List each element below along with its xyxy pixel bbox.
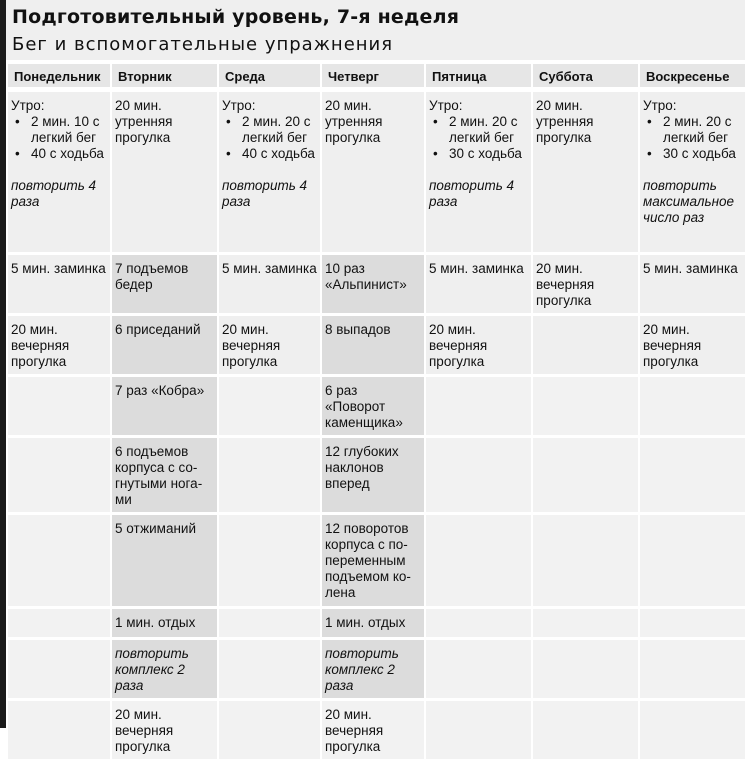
cell-thu-r2: 10 раз «Альпинист» <box>320 252 424 313</box>
cell-wed-r2: 5 мин. заминка <box>217 252 320 313</box>
cell-mon-morning <box>6 89 110 252</box>
cell-sat-r9 <box>531 698 638 759</box>
list-item: • 2 мин. 20 с легкий бег <box>222 114 317 146</box>
schedule-table <box>6 64 745 759</box>
cell-wed-r6 <box>217 512 320 606</box>
day-header-fri: Пятница <box>424 64 531 89</box>
table-row <box>6 89 745 252</box>
cell-fri-r2: 5 мин. заминка <box>424 252 531 313</box>
cell-thu-r3: 8 выпадов <box>320 313 424 374</box>
table-row <box>6 252 745 313</box>
cell-lead: Утро: <box>429 98 463 113</box>
cell-mon-r8 <box>6 637 110 698</box>
cell-fri-r4 <box>424 374 531 435</box>
list-item: • 30 с ходьба <box>429 146 528 162</box>
repeat-note: повторить 4 раза <box>11 178 97 209</box>
list-item: • 40 с ходьба <box>11 146 107 162</box>
cell-lead: Утро: <box>643 98 677 113</box>
cell-tue-r2: 7 подъемов бедер <box>110 252 217 313</box>
cell-tue-morning: 20 мин. утренняя прогулка <box>110 89 217 252</box>
cell-mon-r6 <box>6 512 110 606</box>
cell-sat-r7 <box>531 606 638 637</box>
cell-lead: Утро: <box>222 98 256 113</box>
cell-thu-r5: 12 глубоких наклонов вперед <box>320 435 424 512</box>
table-row <box>6 512 745 606</box>
cell-tue-r5: 6 подъемов корпуса с со- гнутыми нога- ми <box>110 435 217 512</box>
day-header-sat: Суббота <box>531 64 638 89</box>
cell-mon-r3: 20 мин. вечерняя прогулка <box>6 313 110 374</box>
cell-tue-r9: 20 мин. вечерняя прогулка <box>110 698 217 759</box>
cell-sun-r3: 20 мин. вечерняя прогулка <box>638 313 745 374</box>
cell-fri-r8 <box>424 637 531 698</box>
cell-sat-r8 <box>531 637 638 698</box>
cell-mon-r9 <box>6 698 110 759</box>
cell-sat-r6 <box>531 512 638 606</box>
cell-sat-r4 <box>531 374 638 435</box>
cell-sun-r8 <box>638 637 745 698</box>
interval-list <box>643 114 742 162</box>
cell-thu-r8: повторить комплекс 2 раза <box>320 637 424 698</box>
interval-list <box>11 114 107 162</box>
cell-sun-r7 <box>638 606 745 637</box>
cell-wed-r8 <box>217 637 320 698</box>
interval-list <box>429 114 528 162</box>
cell-sat-morning: 20 мин. утренняя прогулка <box>531 89 638 252</box>
cell-fri-r6 <box>424 512 531 606</box>
cell-wed-r3: 20 мин. вечерняя прогулка <box>217 313 320 374</box>
cell-wed-r4 <box>217 374 320 435</box>
cell-sat-r2: 20 мин. вечерняя прогулка <box>531 252 638 313</box>
interval-list <box>222 114 317 162</box>
cell-sun-r6 <box>638 512 745 606</box>
repeat-note: повторить 4 раза <box>429 178 515 209</box>
cell-thu-r7: 1 мин. отдых <box>320 606 424 637</box>
cell-wed-r9 <box>217 698 320 759</box>
table-row <box>6 698 745 759</box>
cell-mon-r7 <box>6 606 110 637</box>
cell-thu-r6: 12 поворотов корпуса с по- переменным подъемом ко- лена <box>320 512 424 606</box>
table-row <box>6 313 745 374</box>
cell-mon-r5 <box>6 435 110 512</box>
cell-tue-r3: 6 приседаний <box>110 313 217 374</box>
repeat-note: повторить максимальное число раз <box>643 178 735 225</box>
cell-thu-morning: 20 мин. утренняя прогулка <box>320 89 424 252</box>
cell-tue-r7: 1 мин. отдых <box>110 606 217 637</box>
cell-thu-r9: 20 мин. вечерняя прогулка <box>320 698 424 759</box>
day-header-mon: Понедельник <box>6 64 110 89</box>
cell-tue-r4: 7 раз «Кобра» <box>110 374 217 435</box>
cell-fri-r9 <box>424 698 531 759</box>
day-header-row <box>6 64 745 89</box>
cell-sun-r9 <box>638 698 745 759</box>
cell-sun-r5 <box>638 435 745 512</box>
cell-sat-r3 <box>531 313 638 374</box>
list-item: • 40 с ходьба <box>222 146 317 162</box>
cell-mon-r2: 5 мин. заминка <box>6 252 110 313</box>
cell-fri-r3: 20 мин. вечерняя прогулка <box>424 313 531 374</box>
cell-fri-morning <box>424 89 531 252</box>
cell-wed-morning <box>217 89 320 252</box>
list-item: • 30 с ходьба <box>643 146 742 162</box>
day-header-sun: Воскресенье <box>638 64 745 89</box>
day-header-thu: Четверг <box>320 64 424 89</box>
header <box>0 0 745 60</box>
cell-lead: Утро: <box>11 98 45 113</box>
page-subtitle: Бег и вспомогательные упражнения <box>12 34 394 55</box>
cell-sun-morning <box>638 89 745 252</box>
repeat-note: повторить 4 раза <box>222 178 308 209</box>
list-item: • 2 мин. 20 с легкий бег <box>643 114 742 146</box>
page-title: Подготовительный уровень, 7-я неделя <box>12 6 460 28</box>
cell-sun-r4 <box>638 374 745 435</box>
day-header-tue: Вторник <box>110 64 217 89</box>
cell-sat-r5 <box>531 435 638 512</box>
cell-fri-r5 <box>424 435 531 512</box>
cell-tue-r8: повторить комплекс 2 раза <box>110 637 217 698</box>
table-row <box>6 637 745 698</box>
list-item: • 2 мин. 10 с легкий бег <box>11 114 107 146</box>
table-row <box>6 374 745 435</box>
cell-wed-r5 <box>217 435 320 512</box>
cell-fri-r7 <box>424 606 531 637</box>
table-row <box>6 606 745 637</box>
table-row <box>6 435 745 512</box>
cell-tue-r6: 5 отжиманий <box>110 512 217 606</box>
cell-wed-r7 <box>217 606 320 637</box>
cell-sun-r2: 5 мин. заминка <box>638 252 745 313</box>
list-item: • 2 мин. 20 с легкий бег <box>429 114 528 146</box>
cell-mon-r4 <box>6 374 110 435</box>
cell-thu-r4: 6 раз «Поворот каменщика» <box>320 374 424 435</box>
day-header-wed: Среда <box>217 64 320 89</box>
